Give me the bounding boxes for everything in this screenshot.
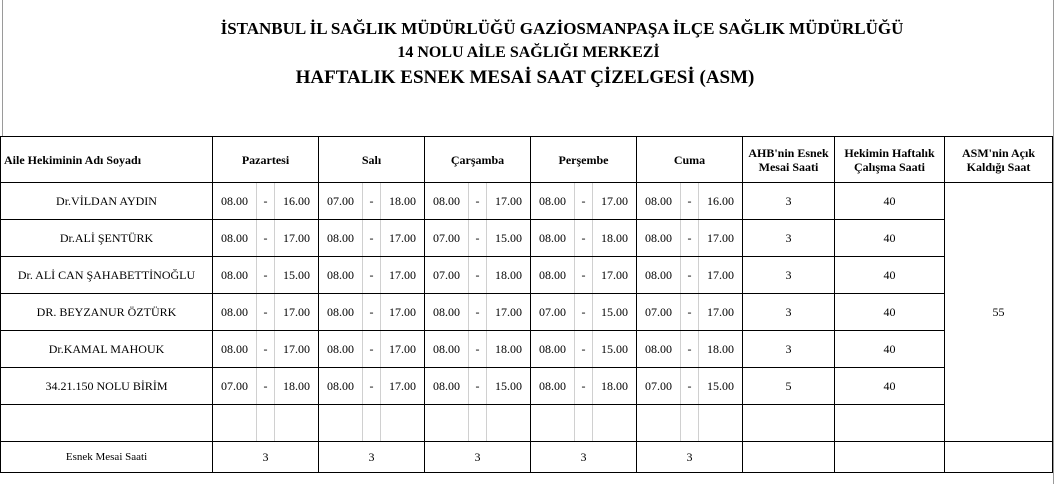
time-separator: - [575, 331, 593, 368]
empty-cell [593, 405, 637, 442]
end-time: 16.00 [275, 183, 319, 220]
empty-cell [381, 405, 425, 442]
end-time: 16.00 [699, 183, 743, 220]
start-time: 07.00 [319, 183, 363, 220]
header-asm-open-hours [945, 137, 1053, 183]
time-separator: - [469, 294, 487, 331]
end-time: 17.00 [275, 294, 319, 331]
header-day-sal: Salı [319, 137, 425, 183]
end-time: 18.00 [487, 257, 531, 294]
weekly-hours: 40 [835, 294, 945, 331]
start-time: 08.00 [213, 331, 257, 368]
time-separator: - [363, 368, 381, 405]
start-time: 08.00 [425, 294, 469, 331]
table-row [1, 294, 1053, 331]
end-time: 15.00 [593, 294, 637, 331]
start-time: 08.00 [425, 331, 469, 368]
time-separator: - [363, 294, 381, 331]
end-time: 17.00 [487, 294, 531, 331]
time-separator: - [469, 183, 487, 220]
header-ahb-line1: AHB'nin Esnek [748, 145, 829, 160]
doctor-name: Dr.ALİ ŞENTÜRK [1, 220, 213, 257]
ahb-flex-hours: 3 [743, 331, 835, 368]
empty-cell [319, 405, 363, 442]
empty-cell [531, 405, 575, 442]
time-separator: - [257, 331, 275, 368]
time-separator: - [363, 183, 381, 220]
start-time: 08.00 [319, 294, 363, 331]
end-time: 17.00 [699, 294, 743, 331]
empty-cell [835, 405, 945, 442]
table-row [1, 257, 1053, 294]
end-time: 18.00 [487, 331, 531, 368]
time-separator: - [257, 257, 275, 294]
time-separator: - [681, 183, 699, 220]
end-time: 17.00 [487, 183, 531, 220]
time-separator: - [681, 220, 699, 257]
header-day-persembe: Perşembe [531, 137, 637, 183]
time-separator: - [469, 220, 487, 257]
empty-cell [835, 442, 945, 473]
weekly-hours: 40 [835, 220, 945, 257]
time-separator: - [469, 368, 487, 405]
doctor-name: Dr. ALİ CAN ŞAHABETTİNOĞLU [1, 257, 213, 294]
start-time: 08.00 [531, 331, 575, 368]
ahb-flex-hours: 3 [743, 257, 835, 294]
empty-cell [681, 405, 699, 442]
empty-cell [275, 405, 319, 442]
ahb-flex-hours: 3 [743, 220, 835, 257]
empty-cell [945, 442, 1053, 473]
ahb-flex-hours: 3 [743, 294, 835, 331]
header-weekly-line1: Hekimin Haftalık [844, 145, 935, 160]
time-separator: - [257, 368, 275, 405]
document-header [0, 0, 1057, 136]
end-time: 17.00 [381, 331, 425, 368]
end-time: 17.00 [699, 257, 743, 294]
title-line-1: İSTANBUL İL SAĞLIK MÜDÜRLÜĞÜ GAZİOSMANPAŞA İLÇE SAĞLIK MÜDÜRLÜĞÜ [220, 19, 904, 38]
start-time: 08.00 [319, 220, 363, 257]
weekly-hours: 40 [835, 257, 945, 294]
start-time: 08.00 [531, 368, 575, 405]
start-time: 07.00 [637, 294, 681, 331]
header-row [1, 137, 1053, 183]
weekly-hours: 40 [835, 368, 945, 405]
end-time: 15.00 [593, 331, 637, 368]
empty-cell [425, 405, 469, 442]
start-time: 07.00 [425, 220, 469, 257]
empty-cell [1, 405, 213, 442]
start-time: 08.00 [637, 257, 681, 294]
end-time: 17.00 [275, 220, 319, 257]
start-time: 08.00 [213, 257, 257, 294]
ahb-flex-hours: 5 [743, 368, 835, 405]
footer-flex-hours: 3 [319, 442, 425, 473]
header-weekly-hours [835, 137, 945, 183]
start-time: 07.00 [425, 257, 469, 294]
end-time: 17.00 [381, 368, 425, 405]
footer-flex-hours: 3 [531, 442, 637, 473]
start-time: 08.00 [319, 257, 363, 294]
time-separator: - [575, 368, 593, 405]
table-row [1, 331, 1053, 368]
schedule-table [0, 136, 1053, 473]
end-time: 15.00 [487, 368, 531, 405]
empty-cell [213, 405, 257, 442]
header-day-cuma: Cuma [637, 137, 743, 183]
header-open-line1: ASM'nin Açık [961, 145, 1036, 160]
start-time: 08.00 [637, 183, 681, 220]
end-time: 15.00 [699, 368, 743, 405]
start-time: 08.00 [319, 331, 363, 368]
time-separator: - [681, 368, 699, 405]
table-row [1, 368, 1053, 405]
start-time: 08.00 [637, 331, 681, 368]
time-separator: - [575, 220, 593, 257]
empty-cell [743, 442, 835, 473]
header-open-line2: Kaldığı Saat [966, 159, 1031, 174]
time-separator: - [257, 220, 275, 257]
time-separator: - [257, 294, 275, 331]
table-row [1, 220, 1053, 257]
ahb-flex-hours: 3 [743, 183, 835, 220]
start-time: 08.00 [213, 220, 257, 257]
start-time: 08.00 [531, 257, 575, 294]
empty-cell [637, 405, 681, 442]
end-time: 18.00 [381, 183, 425, 220]
end-time: 18.00 [593, 368, 637, 405]
end-time: 18.00 [593, 220, 637, 257]
end-time: 17.00 [593, 257, 637, 294]
table-row [1, 183, 1053, 220]
time-separator: - [575, 294, 593, 331]
time-separator: - [469, 257, 487, 294]
header-weekly-line2: Çalışma Saati [853, 159, 925, 174]
start-time: 08.00 [213, 294, 257, 331]
start-time: 08.00 [531, 220, 575, 257]
time-separator: - [575, 257, 593, 294]
start-time: 08.00 [425, 368, 469, 405]
time-separator: - [681, 257, 699, 294]
weekly-hours: 40 [835, 183, 945, 220]
time-separator: - [469, 331, 487, 368]
start-time: 08.00 [425, 183, 469, 220]
footer-flex-hours: 3 [637, 442, 743, 473]
end-time: 15.00 [275, 257, 319, 294]
empty-cell [699, 405, 743, 442]
footer-flex-hours: 3 [213, 442, 319, 473]
end-time: 17.00 [381, 220, 425, 257]
end-time: 17.00 [275, 331, 319, 368]
time-separator: - [681, 331, 699, 368]
empty-cell [575, 405, 593, 442]
header-name: Aile Hekiminin Adı Soyadı [1, 137, 213, 183]
doctor-name: DR. BEYZANUR ÖZTÜRK [1, 294, 213, 331]
footer-flex-hours: 3 [425, 442, 531, 473]
time-separator: - [363, 220, 381, 257]
weekly-hours: 40 [835, 331, 945, 368]
asm-open-hours: 55 [945, 183, 1053, 442]
start-time: 08.00 [319, 368, 363, 405]
empty-cell [257, 405, 275, 442]
header-ahb-line2: Mesai Saati [758, 159, 819, 174]
header-ahb-flex-hours [743, 137, 835, 183]
end-time: 17.00 [381, 294, 425, 331]
start-time: 08.00 [531, 183, 575, 220]
start-time: 07.00 [637, 368, 681, 405]
time-separator: - [257, 183, 275, 220]
end-time: 18.00 [275, 368, 319, 405]
footer-label: Esnek Mesai Saati [1, 442, 213, 473]
time-separator: - [681, 294, 699, 331]
header-day-pazartesi: Pazartesi [213, 137, 319, 183]
doctor-name: Dr.KAMAL MAHOUK [1, 331, 213, 368]
empty-cell [743, 405, 835, 442]
start-time: 07.00 [213, 368, 257, 405]
title-line-2: 14 NOLU AİLE SAĞLIĞI MERKEZİ [397, 44, 660, 61]
time-separator: - [575, 183, 593, 220]
empty-cell [469, 405, 487, 442]
start-time: 07.00 [531, 294, 575, 331]
end-time: 17.00 [381, 257, 425, 294]
start-time: 08.00 [213, 183, 257, 220]
start-time: 08.00 [637, 220, 681, 257]
empty-row [1, 405, 1053, 442]
title-line-3: HAFTALIK ESNEK MESAİ SAAT ÇİZELGESİ (ASM) [295, 67, 755, 88]
end-time: 17.00 [699, 220, 743, 257]
end-time: 18.00 [699, 331, 743, 368]
empty-cell [363, 405, 381, 442]
end-time: 17.00 [593, 183, 637, 220]
end-time: 15.00 [487, 220, 531, 257]
time-separator: - [363, 257, 381, 294]
doctor-name: Dr.VİLDAN AYDIN [1, 183, 213, 220]
empty-cell [487, 405, 531, 442]
time-separator: - [363, 331, 381, 368]
footer-row [1, 442, 1053, 473]
header-day-carsamba: Çarşamba [425, 137, 531, 183]
doctor-name: 34.21.150 NOLU BİRİM [1, 368, 213, 405]
